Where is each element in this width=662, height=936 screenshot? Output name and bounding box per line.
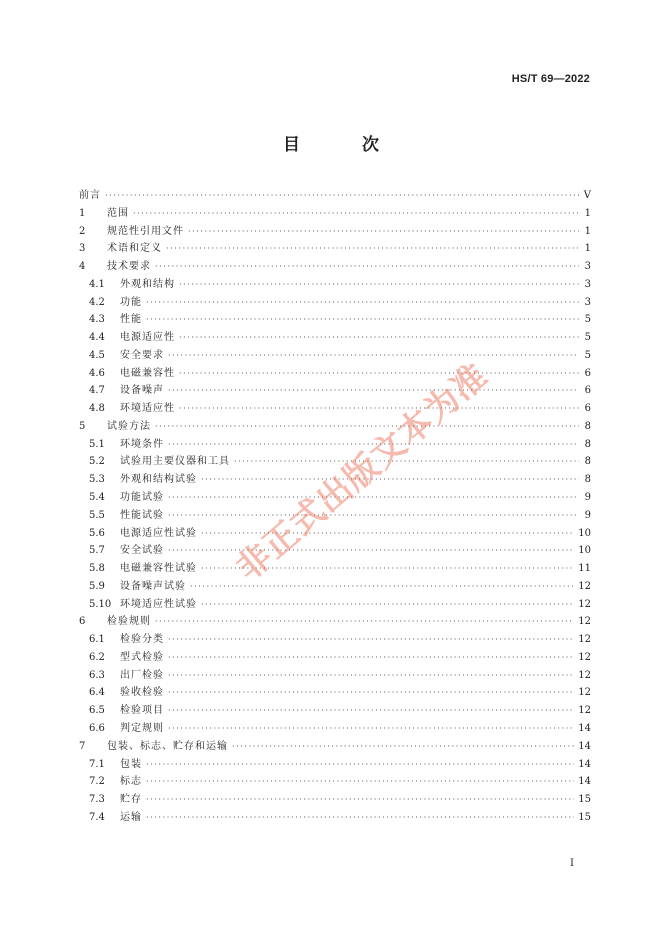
toc-entry-page: 12 [578,634,591,646]
toc-entry-title: 环境适应性试验 [120,598,197,610]
toc-entry-title: 出厂检验 [120,669,164,681]
toc-entry-title: 外观和结构试验 [120,474,197,486]
toc-entry[interactable] [79,612,591,630]
toc-entry[interactable] [79,381,591,399]
toc-entry-title: 运输 [120,811,142,823]
toc-entry[interactable] [79,186,591,204]
toc-leader-dots [179,333,579,342]
toc-entry-title: 规范性引用文件 [107,225,184,237]
toc-entry-page: 5 [584,314,591,326]
toc-entry[interactable] [79,666,591,684]
toc-leader-dots [168,706,574,715]
toc-entry-title: 技术要求 [107,261,151,273]
toc-entry-number: 7.3 [89,794,105,806]
toc-entry-title: 范围 [107,207,129,219]
toc-entry-number: 5.2 [89,456,105,468]
toc-leader-dots [201,600,574,609]
toc-entry-title: 电源适应性 [120,332,175,344]
toc-entry-title: 设备噪声 [120,385,164,397]
toc-entry-number: 4.6 [89,367,105,379]
page-title: 目 次 [283,135,407,155]
toc-entry-title: 电源适应性试验 [120,527,197,539]
toc-leader-dots [188,227,579,236]
toc-entry-page: 12 [578,651,591,663]
toc-entry[interactable] [79,701,591,719]
toc-entry[interactable] [79,399,591,417]
toc-leader-dots [146,760,574,769]
toc-entry-page: 5 [584,332,591,344]
toc-entry-page: 8 [584,438,591,450]
toc-entry[interactable] [79,559,591,577]
toc-entry-page: 6 [584,385,591,397]
toc-entry[interactable] [79,293,591,311]
toc-entry-page: 3 [584,278,591,290]
toc-entry-page: 1 [584,225,591,237]
toc-entry-page: 9 [584,509,591,521]
toc-entry-number: 5.9 [89,580,105,592]
toc-entry[interactable] [79,275,591,293]
toc-entry-title: 验收检验 [120,687,164,699]
toc-leader-dots [155,422,579,431]
toc-entry-number: 6.2 [89,651,105,663]
toc-leader-dots [146,795,574,804]
toc-entry-title: 安全要求 [120,349,164,361]
toc-entry-title: 包装、标志、贮存和运输 [107,740,228,752]
toc-leader-dots [168,351,579,360]
toc-entry[interactable] [79,328,591,346]
toc-leader-dots [232,742,574,751]
toc-entry-title: 设备噪声试验 [120,580,186,592]
toc-entry[interactable] [79,417,591,435]
toc-entry[interactable] [79,808,591,826]
toc-entry-number: 4.5 [89,349,105,361]
toc-entry-page: 14 [578,776,591,788]
toc-leader-dots [168,546,574,555]
toc-entry-page: 8 [584,474,591,486]
toc-leader-dots [155,617,574,626]
toc-entry-number: 5.3 [89,474,105,486]
toc-entry-title: 前言 [79,190,101,201]
toc-leader-dots [166,244,579,253]
toc-entry[interactable] [79,222,591,240]
toc-leader-dots [190,582,574,591]
toc-entry[interactable] [79,488,591,506]
toc-leader-dots [146,813,574,822]
toc-leader-dots [146,315,579,324]
toc-entry-title: 环境条件 [120,438,164,450]
toc-entry-number: 6.1 [89,634,105,646]
toc-entry-title: 试验方法 [107,420,151,432]
toc-entry-number: 5.10 [89,598,112,610]
toc-entry-page: 8 [584,420,591,432]
toc-entry-number: 6.4 [89,687,105,699]
toc-leader-dots [179,404,579,413]
toc-leader-dots [201,529,574,538]
toc-entry-number: 7.2 [89,776,105,788]
toc-leader-dots [179,280,579,289]
toc-entry[interactable] [79,470,591,488]
toc-entry-number: 7 [79,740,86,752]
toc-entry-page: 12 [578,598,591,610]
toc-entry-number: 6.6 [89,722,105,734]
toc-entry-page: 15 [578,811,591,823]
toc-entry[interactable] [79,630,591,648]
toc-entry-page: Ⅴ [583,190,591,201]
toc-leader-dots [179,369,579,378]
toc-entry-title: 功能 [120,296,142,308]
toc-leader-dots [168,724,574,733]
toc-entry-number: 7.4 [89,811,105,823]
toc-entry-number: 2 [79,225,86,237]
toc-entry-page: 9 [584,492,591,504]
toc-leader-dots [105,191,579,200]
toc-entry[interactable] [79,452,591,470]
toc-entry-page: 6 [584,367,591,379]
toc-entry-number: 4.4 [89,332,105,344]
toc-entry-number: 3 [79,243,86,255]
toc-entry-number: 6.3 [89,669,105,681]
toc-entry-number: 4.8 [89,403,105,415]
toc-entry-number: 6 [79,616,86,628]
toc-leader-dots [201,475,579,484]
toc-entry-page: 11 [578,563,591,575]
toc-entry-page: 12 [578,669,591,681]
toc-entry-number: 4.3 [89,314,105,326]
toc-entry-title: 检验规则 [107,616,151,628]
toc-leader-dots [168,386,579,395]
toc-entry[interactable] [79,772,591,790]
toc-entry-number: 5.1 [89,438,105,450]
toc-entry-title: 包装 [120,758,142,770]
toc-leader-dots [133,209,579,218]
toc-entry[interactable] [79,790,591,808]
toc-entry[interactable] [79,364,591,382]
toc-entry-number: 7.1 [89,758,105,770]
toc-entry-page: 1 [584,243,591,255]
toc-entry-page: 14 [578,758,591,770]
toc-entry-page: 15 [578,794,591,806]
toc-entry-page: 1 [584,207,591,219]
toc-entry-title: 电磁兼容性 [120,367,175,379]
toc-entry-page: 14 [578,722,591,734]
toc-entry-title: 试验用主要仪器和工具 [120,456,230,468]
toc-entry-page: 12 [578,705,591,717]
toc-leader-dots [201,564,574,573]
toc-entry-number: 4.7 [89,385,105,397]
table-of-contents [79,186,591,826]
toc-leader-dots [155,262,579,271]
toc-entry-title: 术语和定义 [107,243,162,255]
toc-entry[interactable] [79,204,591,222]
toc-entry-number: 4 [79,261,86,273]
toc-leader-dots [168,671,574,680]
toc-leader-dots [168,635,574,644]
toc-entry-number: 5.5 [89,509,105,521]
toc-entry[interactable] [79,541,591,559]
toc-entry[interactable] [79,719,591,737]
toc-entry-page: 12 [578,687,591,699]
toc-entry-page: 3 [584,296,591,308]
toc-leader-dots [168,653,574,662]
toc-entry[interactable] [79,239,591,257]
toc-entry-title: 性能试验 [120,509,164,521]
toc-leader-dots [146,298,579,307]
toc-entry-title: 功能试验 [120,492,164,504]
toc-entry[interactable] [79,755,591,773]
toc-entry[interactable] [79,257,591,275]
toc-entry-title: 判定规则 [120,722,164,734]
toc-entry-title: 安全试验 [120,545,164,557]
toc-entry[interactable] [79,577,591,595]
toc-entry-number: 4.1 [89,278,105,290]
watermark: 非正式出版文本为准 [228,355,496,589]
toc-entry[interactable] [79,737,591,755]
toc-entry-title: 外观和结构 [120,278,175,290]
toc-leader-dots [168,688,574,697]
toc-entry[interactable] [79,595,591,613]
toc-entry[interactable] [79,506,591,524]
toc-entry-page: 12 [578,616,591,628]
toc-entry-number: 5.8 [89,563,105,575]
toc-entry[interactable] [79,346,591,364]
toc-entry[interactable] [79,310,591,328]
toc-entry-number: 5.4 [89,492,105,504]
toc-entry-title: 型式检验 [120,651,164,663]
toc-entry-number: 5.6 [89,527,105,539]
toc-entry[interactable] [79,524,591,542]
toc-entry-title: 检验项目 [120,705,164,717]
toc-entry-title: 环境适应性 [120,403,175,415]
toc-leader-dots [146,777,574,786]
toc-entry-number: 5 [79,420,86,432]
toc-entry-number: 4.2 [89,296,105,308]
toc-entry-page: 12 [578,580,591,592]
toc-entry-title: 检验分类 [120,634,164,646]
toc-entry-number: 1 [79,207,86,219]
page-number: Ⅰ [570,858,574,869]
standard-code: HS/T 69—2022 [511,73,590,85]
toc-leader-dots [168,440,579,449]
toc-entry-page: 3 [584,261,591,273]
toc-entry-title: 标志 [120,776,142,788]
toc-entry[interactable] [79,648,591,666]
toc-leader-dots [168,493,579,502]
toc-entry-page: 5 [584,349,591,361]
toc-entry-number: 5.7 [89,545,105,557]
toc-entry-number: 6.5 [89,705,105,717]
toc-entry-title: 性能 [120,314,142,326]
toc-entry-page: 10 [578,545,591,557]
toc-leader-dots [168,511,579,520]
toc-entry-page: 6 [584,403,591,415]
toc-entry-page: 10 [578,527,591,539]
toc-entry-page: 8 [584,456,591,468]
toc-entry[interactable] [79,683,591,701]
toc-entry-page: 14 [578,740,591,752]
toc-entry-title: 贮存 [120,794,142,806]
toc-leader-dots [234,457,579,466]
toc-entry-title: 电磁兼容性试验 [120,563,197,575]
toc-entry[interactable] [79,435,591,453]
